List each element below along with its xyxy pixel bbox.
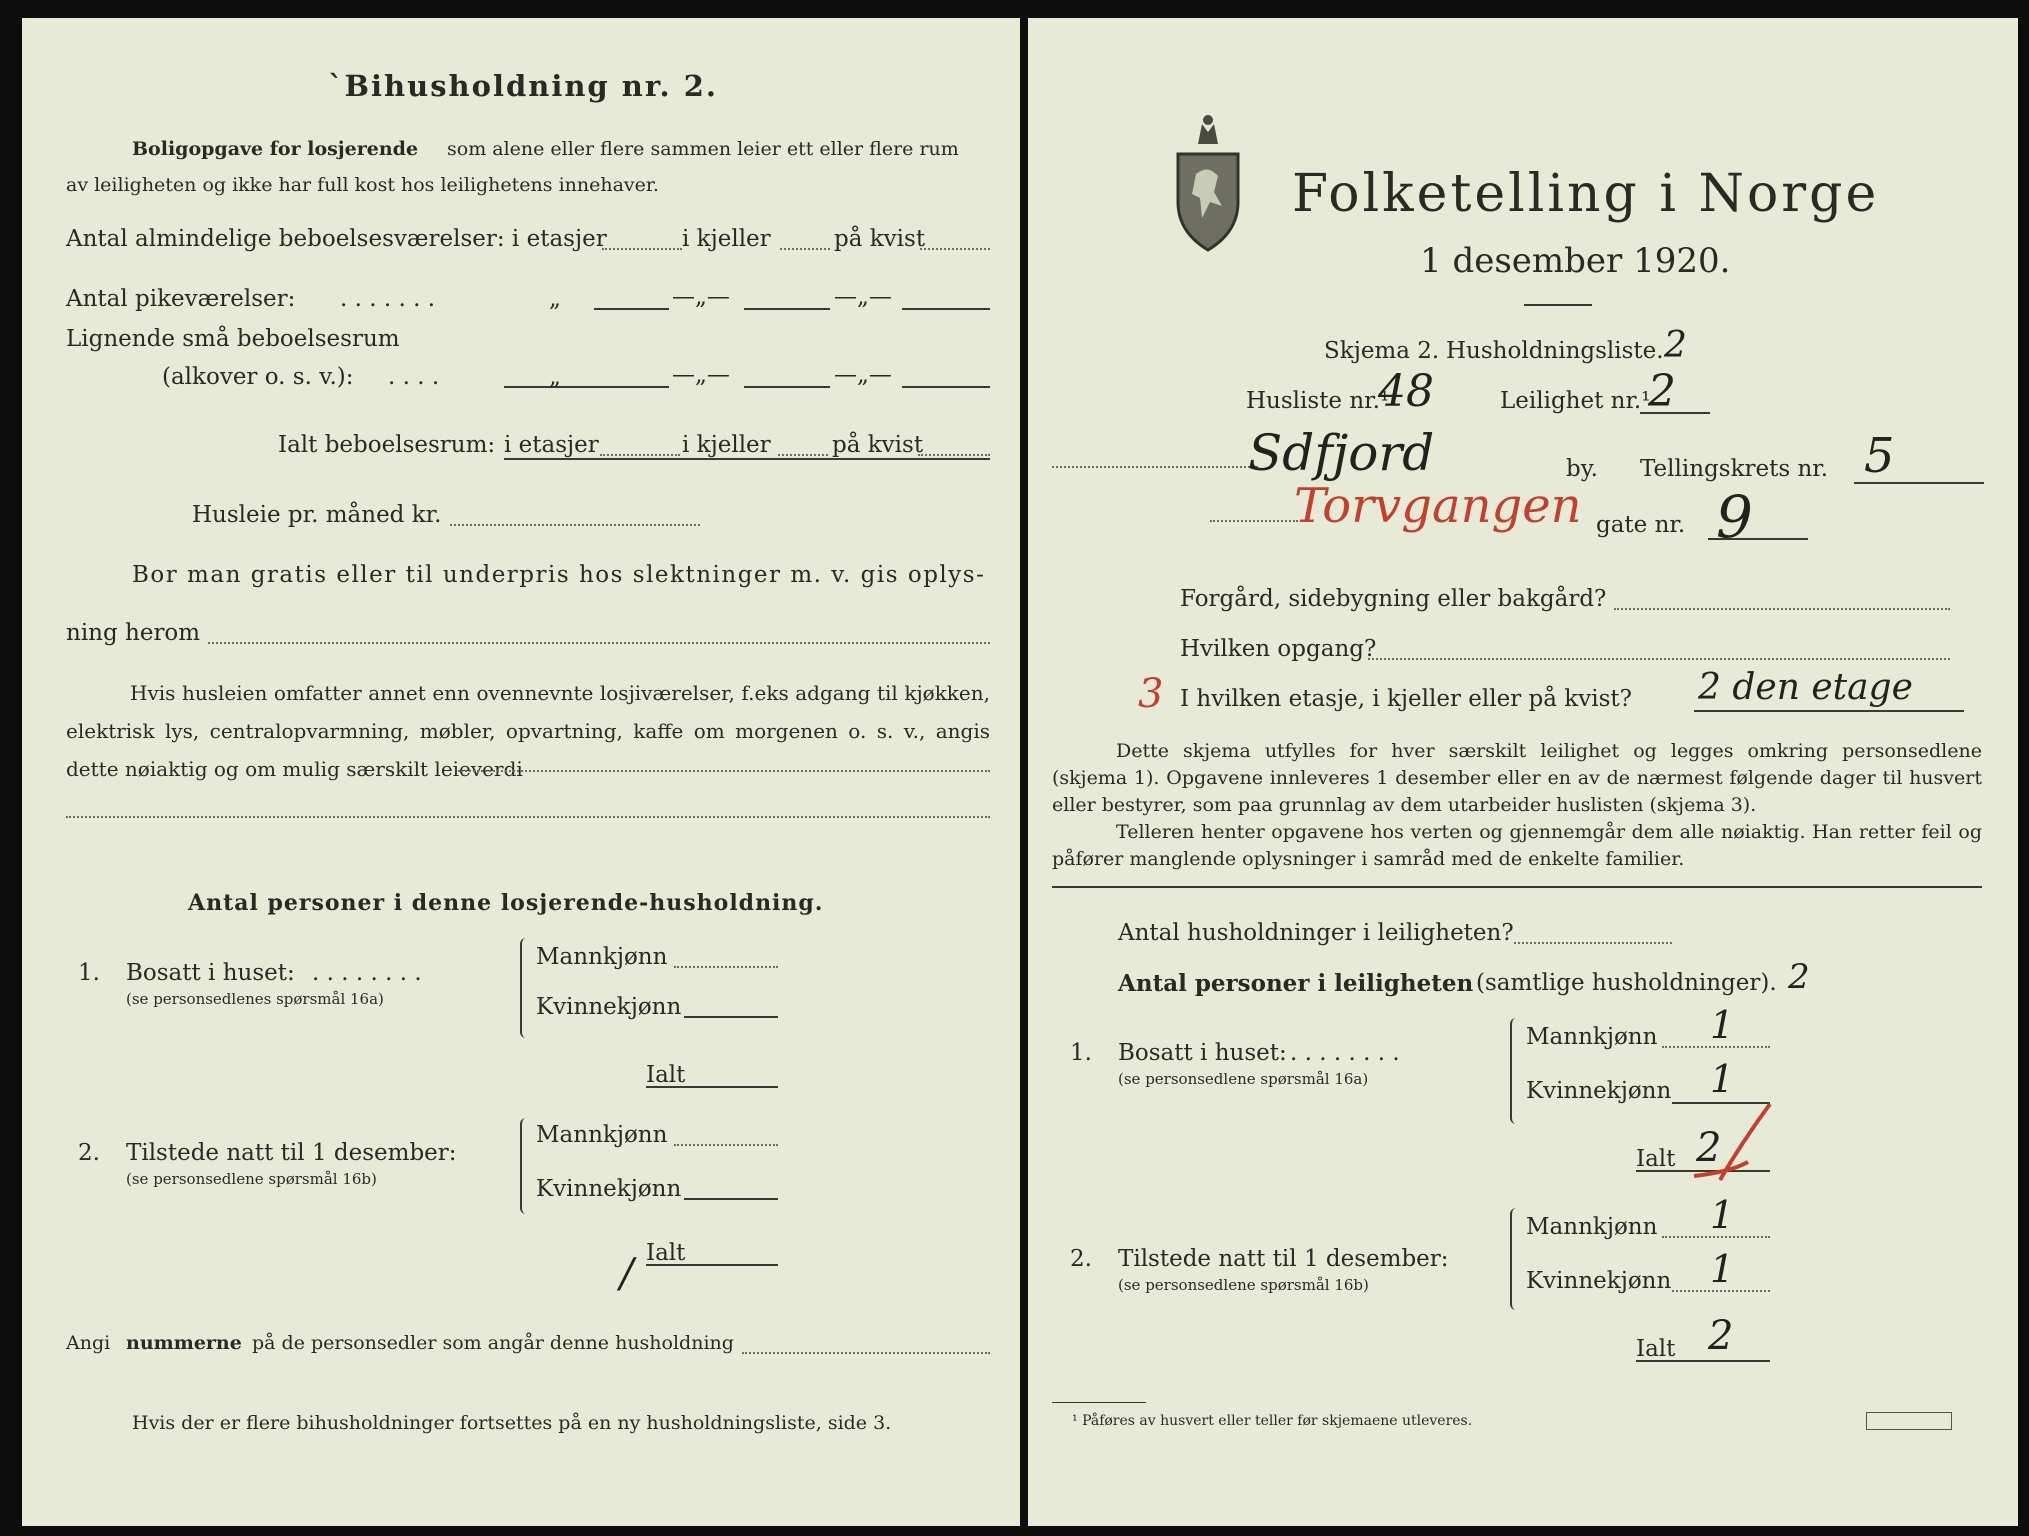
pike-ditto-2: —„— bbox=[672, 284, 730, 310]
ialt-etasjer-label: i etasjer bbox=[504, 432, 599, 458]
alkover-ditto-2: —„— bbox=[672, 362, 730, 388]
by-label: by. bbox=[1566, 456, 1598, 482]
ialt-underline bbox=[504, 458, 990, 460]
husholdningsliste-value[interactable]: 2 bbox=[1664, 325, 1687, 366]
skjema-label: Skjema 2. bbox=[1324, 338, 1440, 364]
left-footer: Hvis der er flere bihusholdninger fortsettes på en ny husholdningsliste, side 3. bbox=[132, 1412, 892, 1434]
right-page bbox=[1028, 18, 2018, 1526]
alkover-ditto: „ bbox=[549, 364, 561, 390]
main-title: Folketelling i Norge bbox=[1292, 164, 1880, 224]
antal-hush-field[interactable] bbox=[1514, 942, 1672, 944]
q2-mann-field[interactable] bbox=[674, 1144, 778, 1146]
footnote: ¹ Påføres av husvert eller teller før skjemaene utleveres. bbox=[1072, 1413, 1473, 1429]
lignende-label: Lignende små beboelsesrum bbox=[66, 326, 400, 352]
gate-label: gate nr. bbox=[1596, 512, 1686, 538]
alkover-kjeller-field[interactable] bbox=[744, 386, 830, 388]
tellingskrets-underline bbox=[1854, 482, 1984, 484]
title-divider bbox=[1524, 304, 1592, 306]
q1-label: Bosatt i huset: bbox=[126, 960, 295, 986]
q2-label: Tilstede natt til 1 desember: bbox=[126, 1140, 457, 1166]
printer-stamp bbox=[1866, 1412, 1952, 1430]
q1-brace bbox=[520, 938, 530, 1038]
pike-dots: . . . . . . . bbox=[340, 286, 436, 312]
husliste-value[interactable]: 48 bbox=[1378, 366, 1434, 417]
antal-pers-rest: (samtlige husholdninger). bbox=[1476, 970, 1777, 996]
pike-label: Antal pikeværelser: bbox=[66, 286, 296, 312]
q2-kvinne-label-r: Kvinnekjønn bbox=[1526, 1268, 1672, 1294]
rooms-kjeller-field[interactable] bbox=[780, 248, 830, 250]
q2-mann-label-r: Mannkjønn bbox=[1526, 1214, 1658, 1240]
q1-kvinne-label: Kvinnekjønn bbox=[536, 994, 682, 1020]
red-check-mark-icon bbox=[1690, 1098, 1780, 1188]
gate-nr-value[interactable]: 9 bbox=[1716, 483, 1753, 551]
leilighet-label: Leilighet nr.¹ bbox=[1500, 388, 1651, 414]
q1-mann-field[interactable] bbox=[674, 966, 778, 968]
q2-note: (se personsedlene spørsmål 16b) bbox=[126, 1170, 377, 1188]
husholdningsliste-label: Husholdningsliste. bbox=[1446, 338, 1664, 364]
by-value[interactable]: Sdfjord bbox=[1248, 424, 1435, 482]
pike-kjeller-field[interactable] bbox=[744, 308, 830, 310]
q1-note-r: (se personsedlene spørsmål 16a) bbox=[1118, 1070, 1369, 1088]
antal-hush-label: Antal husholdninger i leiligheten? bbox=[1118, 920, 1514, 946]
q2-brace bbox=[520, 1118, 530, 1214]
census-date: 1 desember 1920. bbox=[1420, 241, 1731, 281]
pike-ditto: „ bbox=[549, 286, 561, 312]
by-leader bbox=[1052, 466, 1258, 468]
rooms-label: Antal almindelige beboelsesværelser: i etasjer bbox=[66, 226, 607, 252]
coat-of-arms-icon bbox=[1172, 110, 1244, 260]
intro-line2: av leiligheten og ikke har full kost hos leilighetens innehaver. bbox=[66, 174, 659, 196]
bor-line2: ning herom bbox=[66, 620, 201, 646]
q1-brace-r bbox=[1510, 1018, 1520, 1124]
leilighet-underline bbox=[1640, 412, 1710, 414]
q2-mann-label: Mannkjønn bbox=[536, 1122, 668, 1148]
husleie-label: Husleie pr. måned kr. bbox=[192, 502, 442, 528]
gate-value[interactable]: Torvgangen bbox=[1294, 478, 1582, 534]
antal-personer-heading: Antal personer i denne losjerende-husholdning. bbox=[188, 890, 824, 916]
forgard-label: Forgård, sidebygning eller bakgård? bbox=[1180, 586, 1607, 612]
q2-ialt-field-r bbox=[1636, 1360, 1770, 1362]
q1-num: 1. bbox=[78, 960, 100, 986]
pike-etasjer-field[interactable] bbox=[594, 308, 669, 310]
q1-note: (se personsedlenes spørsmål 16a) bbox=[126, 990, 384, 1008]
etasje-value[interactable]: 2 den etage bbox=[1698, 667, 1913, 708]
footnote-divider bbox=[1052, 1402, 1146, 1403]
q1-kvinne-value[interactable]: 1 bbox=[1710, 1057, 1735, 1101]
leieverdi-field-2[interactable] bbox=[66, 816, 990, 818]
q1-num-r: 1. bbox=[1070, 1040, 1092, 1066]
rooms-kvist-label: på kvist bbox=[834, 226, 926, 252]
q2-ialt-label: Ialt bbox=[646, 1240, 686, 1266]
angi-pre: Angi bbox=[66, 1332, 111, 1354]
tellingskrets-label: Tellingskrets nr. bbox=[1640, 456, 1829, 482]
tellingskrets-value[interactable]: 5 bbox=[1864, 428, 1895, 484]
left-page bbox=[22, 18, 1020, 1526]
section-divider bbox=[1052, 886, 1982, 888]
q2-ialt-value[interactable]: 2 bbox=[1708, 1313, 1734, 1359]
intro-bold: Boligopgave for losjerende bbox=[132, 138, 419, 160]
q2-ialt-field[interactable] bbox=[646, 1264, 778, 1266]
angi-field[interactable] bbox=[742, 1352, 990, 1354]
q1-mann-label: Mannkjønn bbox=[536, 944, 668, 970]
bor-field[interactable] bbox=[208, 642, 990, 644]
bor-line1: Bor man gratis eller til underpris hos slektninger m. v. gis oplys- bbox=[132, 562, 986, 588]
husliste-label: Husliste nr.¹ bbox=[1246, 388, 1390, 414]
rooms-etasjer-field[interactable] bbox=[602, 248, 682, 250]
q2-mann-value[interactable]: 1 bbox=[1710, 1193, 1735, 1237]
pike-ditto-3: —„— bbox=[834, 284, 892, 310]
ialt-etasjer-field[interactable] bbox=[600, 454, 680, 456]
instructions-paragraph-2: Telleren henter opgavene hos verten og gjennemgår dem alle nøiaktig. Han retter feil og påfører manglende oplysninger i samråd med de enkelte familier. bbox=[1052, 821, 1982, 870]
q2-kvinne-label: Kvinnekjønn bbox=[536, 1176, 682, 1202]
q1-ialt-label: Ialt bbox=[646, 1062, 686, 1088]
q2-num: 2. bbox=[78, 1140, 100, 1166]
alkover-ditto-3: —„— bbox=[834, 362, 892, 388]
q1-ialt-label-r: Ialt bbox=[1636, 1146, 1676, 1172]
etasje-underline bbox=[1694, 710, 1964, 712]
q2-kvinne-value[interactable]: 1 bbox=[1710, 1247, 1735, 1291]
opgang-label: Hvilken opgang? bbox=[1180, 636, 1377, 662]
alkover-dots: . . . . bbox=[388, 364, 440, 390]
left-title: `Bihusholdning nr. 2. bbox=[328, 69, 718, 103]
q2-kvinne-field[interactable] bbox=[684, 1198, 778, 1200]
antal-pers-bold: Antal personer i leiligheten bbox=[1118, 970, 1474, 997]
q2-note-r: (se personsedlene spørsmål 16b) bbox=[1118, 1276, 1369, 1294]
alkover-label: (alkover o. s. v.): bbox=[162, 364, 354, 390]
rooms-kjeller-label: i kjeller bbox=[682, 226, 771, 252]
alkover-etasjer-field[interactable] bbox=[594, 386, 669, 388]
hvis-paragraph: Hvis husleien omfatter annet enn ovennevnte losjiværelser, f.eks adgang til kjøkken, elektrisk lys, centralopvarmning, møbler, opvartning, kaffe om morgenen o. s. v., angis dette nøiaktig og om mulig særskilt leieverdi bbox=[66, 681, 990, 781]
pike-kvist-field[interactable] bbox=[902, 308, 990, 310]
ialt-kvist-field[interactable] bbox=[918, 454, 990, 456]
intro-line1: som alene eller flere sammen leier ett eller flere rum bbox=[447, 138, 959, 160]
leieverdi-field[interactable] bbox=[458, 770, 990, 772]
ialt-rum-label: Ialt beboelsesrum: bbox=[278, 432, 496, 458]
opgang-field[interactable] bbox=[1368, 658, 1950, 660]
instructions-paragraph-1: Dette skjema utfylles for hver særskilt leilighet og legges omkring personsedlene (skjema 1). Opgavene innleveres 1 desember eller en av de nærmest følgende dager til husvert eller bestyrer, som paa grunnlag av dem utarbeider huslisten (skjema 3). bbox=[1052, 740, 1982, 816]
husleie-field[interactable] bbox=[450, 524, 700, 526]
angi-post: på de personsedler som angår denne husholdning bbox=[252, 1332, 734, 1354]
forgard-field[interactable] bbox=[1614, 608, 1950, 610]
ialt-kjeller-field[interactable] bbox=[778, 454, 828, 456]
q2-brace-r bbox=[1510, 1208, 1520, 1310]
handwritten-mark: / bbox=[620, 1251, 634, 1297]
ialt-kjeller-label: i kjeller bbox=[682, 432, 771, 458]
q1-ialt-value[interactable]: 2 bbox=[1696, 1125, 1722, 1171]
ialt-kvist-label: på kvist bbox=[832, 432, 924, 458]
alkover-kvist-field[interactable] bbox=[902, 386, 990, 388]
q1-kvinne-field[interactable] bbox=[684, 1016, 778, 1018]
leilighet-value[interactable]: 2 bbox=[1648, 366, 1676, 417]
q1-mann-label-r: Mannkjønn bbox=[1526, 1024, 1658, 1050]
q1-dots-r: . . . . . . . . bbox=[1290, 1040, 1400, 1066]
rooms-kvist-field[interactable] bbox=[920, 248, 990, 250]
gate-leader bbox=[1210, 520, 1298, 522]
q2-label-r: Tilstede natt til 1 desember: bbox=[1118, 1246, 1449, 1272]
q1-mann-value[interactable]: 1 bbox=[1710, 1003, 1735, 1047]
angi-bold: nummerne bbox=[126, 1332, 242, 1354]
q1-label-r: Bosatt i huset: bbox=[1118, 1040, 1287, 1066]
q2-num-r: 2. bbox=[1070, 1246, 1092, 1272]
antal-pers-value[interactable]: 2 bbox=[1788, 957, 1810, 997]
etasje-number-mark: 3 bbox=[1138, 671, 1164, 717]
q1-ialt-field[interactable] bbox=[646, 1086, 778, 1088]
q1-dots: . . . . . . . . bbox=[312, 960, 422, 986]
gate-nr-underline bbox=[1708, 538, 1808, 540]
etasje-label: I hvilken etasje, i kjeller eller på kvist? bbox=[1180, 686, 1632, 712]
q2-ialt-label-r: Ialt bbox=[1636, 1336, 1676, 1362]
q1-kvinne-label-r: Kvinnekjønn bbox=[1526, 1078, 1672, 1104]
